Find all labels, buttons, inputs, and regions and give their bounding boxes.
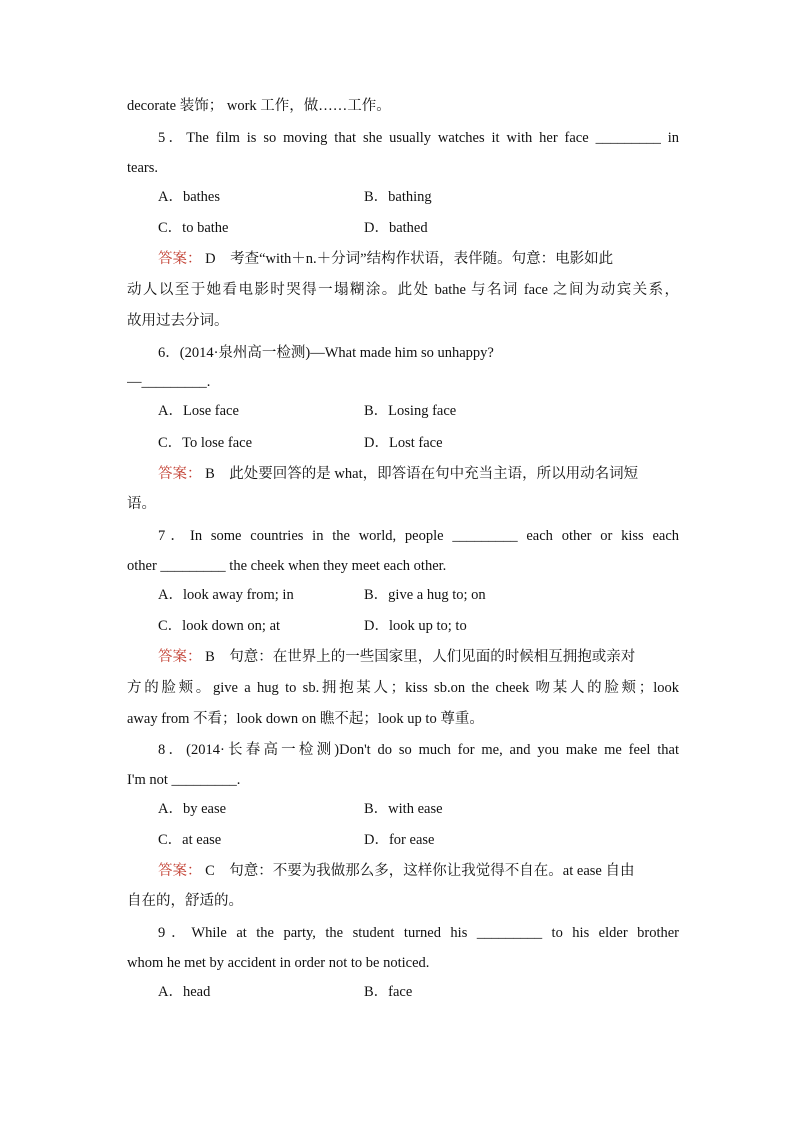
options-row	[158, 217, 679, 239]
options-row	[158, 400, 679, 422]
option-d: D．bathed	[364, 220, 428, 236]
option-d: D．for ease	[364, 832, 435, 848]
option-c: C．To lose face	[158, 435, 253, 451]
option-b: B．bathing	[364, 189, 432, 205]
option-a: A．bathes	[158, 189, 221, 205]
options-row	[158, 829, 679, 851]
question-9: 9．While at the party, the student turned his _________ to his elder brother	[158, 925, 679, 941]
option-d: D．look up to; to	[364, 618, 467, 634]
options-row	[158, 615, 679, 637]
options-row	[158, 798, 679, 820]
answer-5-cont: 动人以至于她看电影时哭得一塌糊涂。此处 bathe 与名词 face 之间为动宾关系，	[127, 282, 679, 298]
answer-6-cont: 语。	[127, 496, 156, 512]
answer-text: D 考查“with＋n.＋分词”结构作状语，表伴随。句意：电影如此	[201, 251, 614, 267]
answer-label: 答案：	[158, 251, 202, 267]
option-b: B．face	[364, 984, 413, 1000]
question-5: 5．The film is so moving that she usually watches it with her face _________ in	[158, 130, 679, 146]
question-7: 7．In some countries in the world, people _________ each other or kiss each	[158, 528, 679, 544]
option-a: A．head	[158, 984, 211, 1000]
option-b: B．with ease	[364, 801, 443, 817]
option-b: B．Losing face	[364, 403, 457, 419]
question-7-cont: other _________ the cheek when they meet each other.	[127, 558, 447, 574]
answer-7-cont: away from 不看；look down on 瞧不起；look up to 尊重。	[127, 711, 484, 727]
option-c: C．look down on; at	[158, 618, 281, 634]
answer-6	[158, 463, 679, 485]
answer-text: B 句意：在世界上的一些国家里，人们见面的时候相互拥抱或亲对	[201, 649, 636, 665]
question-8-cont: I'm not _________.	[127, 772, 241, 788]
option-a: A．Lose face	[158, 403, 239, 419]
options-row	[158, 186, 679, 208]
question-9-cont: whom he met by accident in order not to be noticed.	[127, 955, 430, 971]
answer-7	[158, 646, 679, 668]
option-c: C．at ease	[158, 832, 222, 848]
option-a: A．look away from; in	[158, 587, 294, 603]
answer-label: 答案：	[158, 863, 202, 879]
answer-7-cont: 方的脸颊。give a hug to sb.拥抱某人；kiss sb.on the cheek 吻某人的脸颊；look	[127, 680, 679, 696]
options-row	[158, 584, 679, 606]
option-b: B．give a hug to; on	[364, 587, 486, 603]
answer-label: 答案：	[158, 466, 202, 482]
options-row	[158, 432, 679, 454]
answer-label: 答案：	[158, 649, 202, 665]
answer-5	[158, 248, 679, 270]
answer-text: C 句意：不要为我做那么多，这样你让我觉得不自在。at ease 自由	[201, 863, 635, 879]
answer-5-cont: 故用过去分词。	[127, 313, 229, 329]
answer-text: B 此处要回答的是 what，即答语在句中充当主语，所以用动名词短	[201, 466, 639, 482]
options-row	[158, 981, 679, 1003]
option-d: D．Lost face	[364, 435, 443, 451]
answer-8-cont: 自在的，舒适的。	[127, 893, 243, 909]
option-c: C．to bathe	[158, 220, 229, 236]
question-8: 8．(2014·长春高一检测)Don't do so much for me, and you make me feel that	[158, 742, 679, 758]
option-a: A．by ease	[158, 801, 227, 817]
answer-8	[158, 860, 679, 882]
question-6: 6．(2014·泉州高一检测)—What made him so unhappy?	[158, 345, 494, 361]
question-5-cont: tears.	[127, 160, 158, 176]
question-6-cont: —_________.	[127, 374, 211, 390]
text-line: decorate 装饰； work 工作，做……工作。	[127, 98, 391, 114]
